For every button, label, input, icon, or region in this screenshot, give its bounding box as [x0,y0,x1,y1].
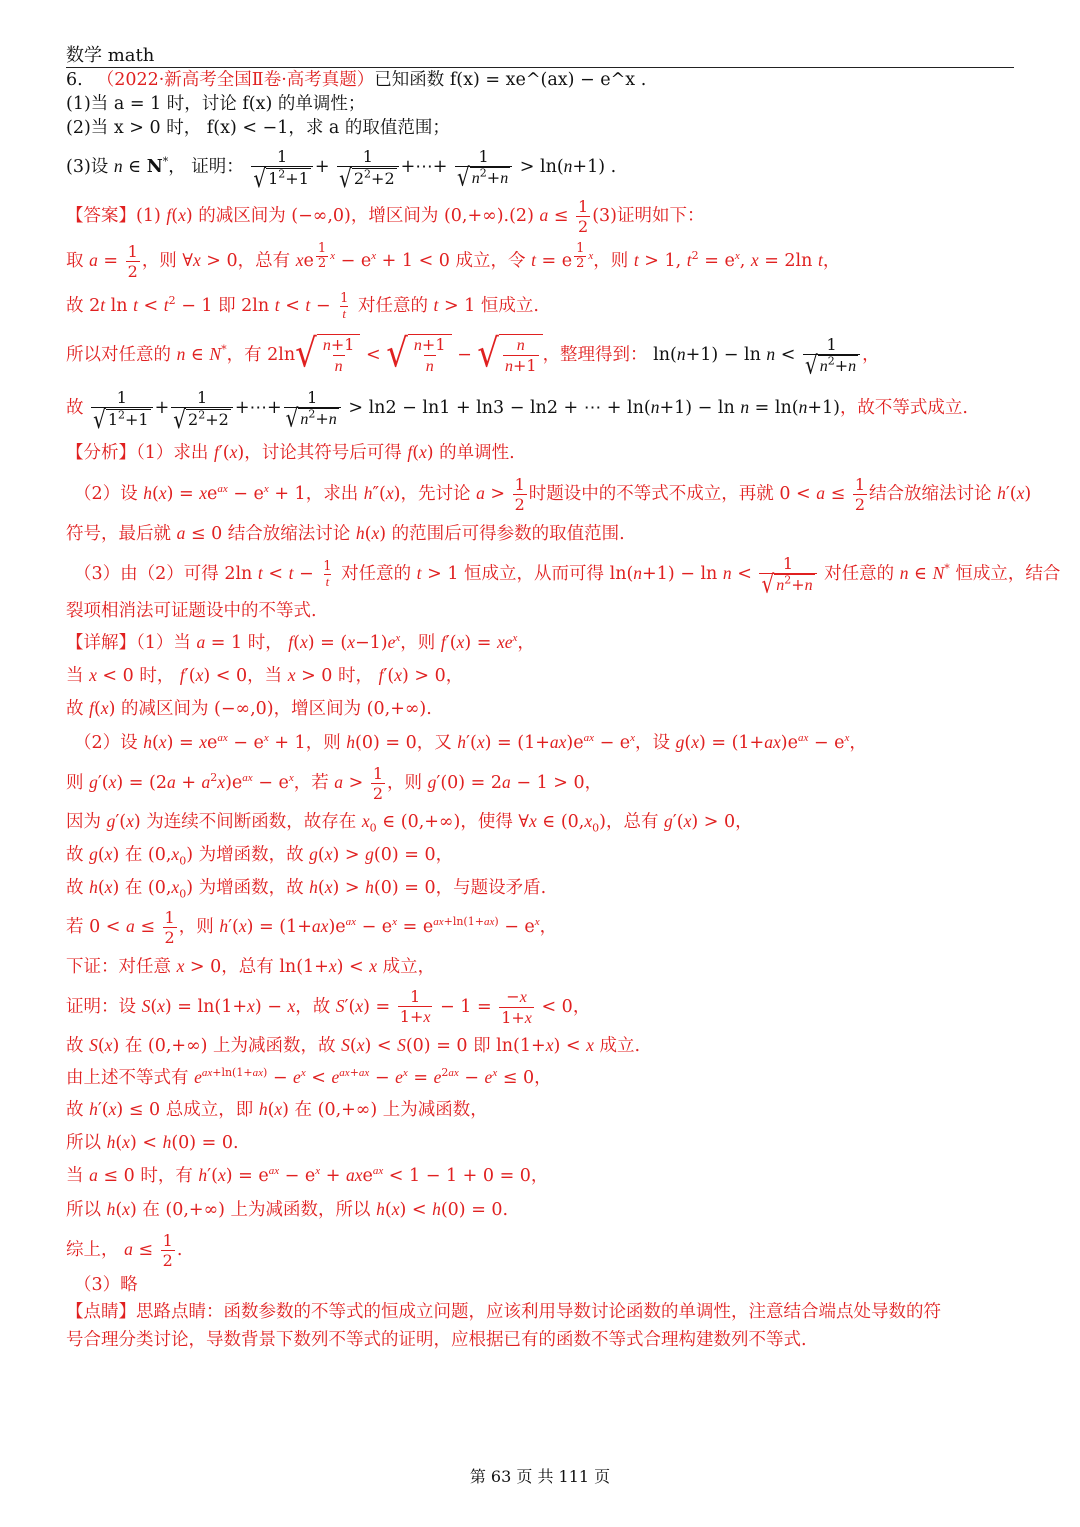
detail-line-18: 综上， a ≤ $\frac{1}{2}$ . [66,1230,183,1270]
detail-line-16: 当 a ≤ 0 时，有 $h'(x) = e^{ax} - e^x + axe^{ax} < 1 - 1 + 0 = 0$， [66,1165,549,1186]
detail-line-10: 下证：对任意 x > 0，总有 ln(1+x) < x 成立， [66,956,436,977]
detail-line-1: 【详解】（1）当 a = 1 时， $f(x) = (x-1)e^x$，则 $f'(x) = xe^x$， [66,632,535,653]
detail-line-4: （2）设 $h(x) = xe^{ax} - e^x + 1$，则 h(0) = 0，又 $h'(x) = (1+ax)e^{ax} - e^x$，设 $g(x) = (1+ax)e^{ax} - e^x$， [74,732,867,753]
remark-line-1: 【点睛】思路点睛：函数参数的不等式的恒成立问题，应该利用导数讨论函数的单调性，注意结合端点处导数的符 [66,1302,941,1322]
detail-line-5: 则 $g'(x) = (2a + a^2x)e^{ax} - e^x$，若 a > $\frac{1}{2}$ ，则 g′(0) = 2a − 1 > 0， [66,763,603,803]
detail-line-11: 证明：设 S(x) = ln(1+x) − x，故 S′(x) = $\frac{1}{1+x}$ − 1 = $\frac{-x}{1+x}$ < 0， [66,986,591,1027]
analysis-line-1: 【分析】（1）求出 f′(x)，讨论其符号后可得 f(x) 的单调性. [66,442,515,463]
answer-line-4: 所以对任意的 n ∈ N*，有 2ln √ $\frac{n+1}{n}$ < √ $\frac{n+1}{n}$ − √ $\frac{n}{n+1}$ ，整理得到： ln(n+1) − ln n < 1 √ $n^2+n$ ， [66,330,880,380]
detail-line-7: 故 g(x) 在 $(0,x_0)$ 为增函数，故 g(x) > g(0) = 0， [66,844,454,868]
page-footer: 第 63 页 共 111 页 [469,1467,611,1486]
detail-line-6: 因为 g′(x) 为连续不间断函数，故存在 $x_0$ ∈ (0,+∞)，使得 ∀x ∈ $(0,x_0)$，总有 g′(x) > 0， [66,811,753,835]
page-header: 数学 math [66,45,155,66]
analysis-line-3: 符号，最后就 a ≤ 0 结合放缩法讨论 h(x) 的范围后可得参数的取值范围. [66,523,625,544]
detail-line-2: 当 x < 0 时， f′(x) < 0，当 x > 0 时， f′(x) > 0， [66,665,464,686]
page-content [66,68,1061,1354]
detail-line-15: 所以 h(x) < h(0) = 0. [66,1132,239,1153]
analysis-line-5: 裂项相消法可证题设中的不等式. [66,601,317,621]
answer-line-1: 【答案】(1) f(x) 的减区间为 (−∞,0)，增区间为 (0,+∞).(2) a ≤ $\frac{1}{2}$ (3)证明如下： [66,196,705,236]
problem-source: （2022·新高考全国Ⅱ卷·高考真题） [96,70,375,90]
answer-line-5: 故 1 √ $1^2+1$ + 1 √ $2^2+2$ +⋯+ 1 √ $n^2+n$ > ln2 − ln1 + ln3 − ln2 + ⋯ + ln(n+1) − ln n = ln(n+1)，故不等式成立. [66,388,968,434]
remark-line-2: 号合理分类讨论，导数背景下数列不等式的证明，应根据已有的函数不等式合理构建数列不等式. [66,1330,807,1350]
detail-line-8: 故 h(x) 在 $(0,x_0)$ 为增函数，故 h(x) > h(0) = 0，与题设矛盾. [66,877,547,901]
question-3: (3)设 n ∈ N*， 证明： 1 √ $1^2+1$ + 1 √ $2^2+2$ +⋯+ 1 √ $n^2+n$ > ln(n+1) . [66,147,617,193]
problem-stem: 6. （2022·新高考全国Ⅱ卷·高考真题）已知函数 f(x) = xe^(ax) − e^x . [66,70,647,90]
detail-line-14: 故 h′(x) ≤ 0 总成立，即 h(x) 在 (0,+∞) 上为减函数， [66,1099,488,1120]
answer-line-3: 故 2t $\ln t < t^2 - 1$ 即 2ln t < t − $\frac{1}{t}$ 对任意的 t > 1 恒成立. [66,290,539,321]
detail-line-3: 故 f(x) 的减区间为 (−∞,0)，增区间为 (0,+∞). [66,698,432,719]
detail-line-12: 故 S(x) 在 (0,+∞) 上为减函数，故 S(x) < S(0) = 0 即 ln(1+x) < x 成立. [66,1035,641,1056]
detail-line-19: （3）略 [74,1275,138,1295]
question-2: (2)当 x > 0 时， f(x) < −1，求 a 的取值范围； [66,118,450,138]
analysis-line-2: （2）设 $h(x) = xe^{ax} - e^x + 1$，求出 h″(x)，先讨论 a > $\frac{1}{2}$ 时题设中的不等式不成立，再就 0 < a ≤ $\frac{1}{2}$ 结合放缩法讨论 h′(x) [74,474,1032,514]
analysis-line-4: （3）由（2）可得 2ln t < t − $\frac{1}{t}$ 对任意的 t > 1 恒成立，从而可得 ln(n+1) − ln n < 1 √ $n^2+n$ 对任意的 n ∈ N* 恒成立，结合 [74,554,1061,599]
detail-line-9: 若 0 < a ≤ $\frac{1}{2}$ ，则 $h'(x) = (1+ax)e^{ax} - e^x = e^{ax+ln(1+ax)} - e^x$， [66,907,558,947]
answer-line-2: 取 a = $\frac{1}{2}$ ，则 ∀x > 0，总有 xe $^{\frac{1}{2} x} - e^x + 1 < 0$ 成立，令 t = e $^{\frac{1}{2} x}$，则 t > 1, $t^2 = e^x$, x = 2ln t， [66,240,841,281]
detail-line-13: 由上述不等式有 $e^{ax+ln(1+ax)} - e^x < e^{ax+ax} - e^x = e^{2ax} - e^x \le 0$， [66,1066,552,1088]
question-1: (1)当 a = 1 时，讨论 f(x) 的单调性； [66,94,366,114]
detail-line-17: 所以 h(x) 在 (0,+∞) 上为减函数，所以 h(x) < h(0) = 0. [66,1199,509,1220]
